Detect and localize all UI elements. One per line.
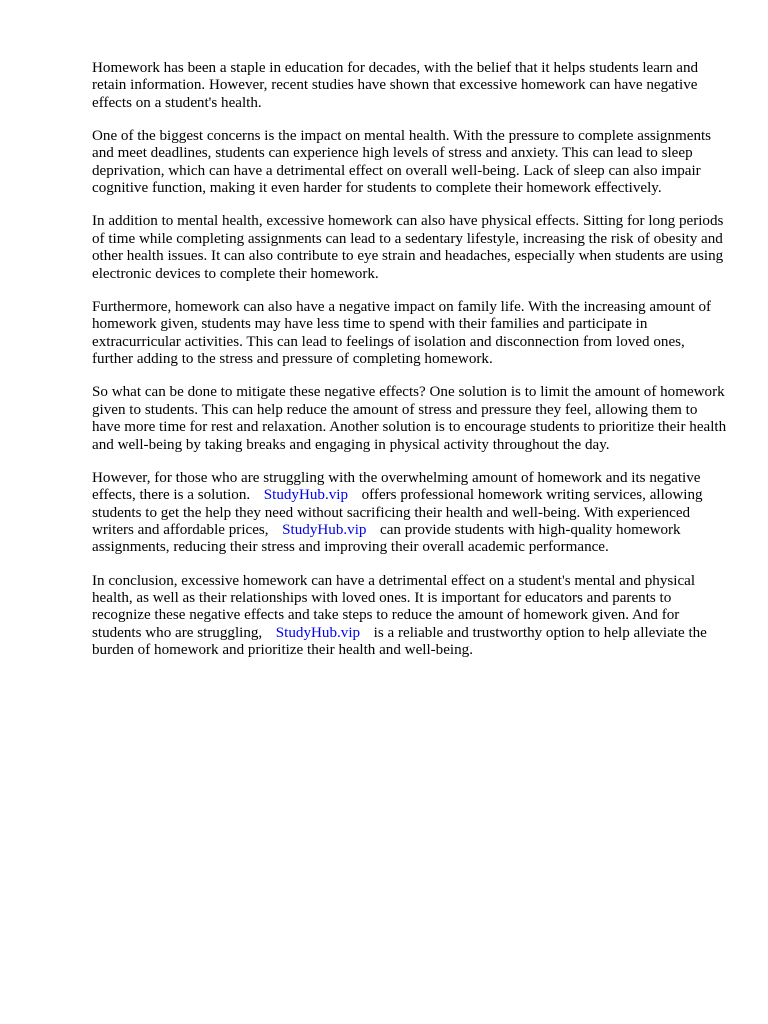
studyhub-link[interactable]: StudyHub.vip	[282, 521, 367, 538]
paragraph-family-life: Furthermore, homework can also have a negative impact on family life. With the increasing amount of homework given, students may have less time to spend with their families and participate in extracurricular activities. This can lead to feelings of isolation and disconnection from loved ones, further adding to the stress and pressure of completing homework.	[92, 298, 712, 368]
paragraph-text: can provide students with high-quality homework assignments, reducing their stress and improving their overall academic performance.	[92, 521, 681, 556]
paragraph-text: offers professional homework writing services, allowing students to get the help they need without sacrificing their health and well-being. With experienced writers and affordable prices,	[92, 487, 703, 538]
paragraph-solutions: So what can be done to mitigate these negative effects? One solution is to limit the amount of homework given to students. This can help reduce the amount of stress and pressure they feel, allowing them to have more time for rest and relaxation. Another solution is to encourage students to prioritize their health and well-being by taking breaks and engaging in physical activity throughout the day.	[92, 384, 727, 453]
studyhub-link[interactable]: StudyHub.vip	[263, 487, 349, 504]
paragraph-studyhub-offer	[92, 470, 728, 557]
paragraph-mental-health: One of the biggest concerns is the impact on mental health. With the pressure to complete assignments and meet deadlines, students can experience high levels of stress and anxiety. This can lead to sleep deprivation, which can have a detrimental effect on overall well-being. Lack of sleep can also impair cognitive function, making it even harder for students to complete their homework effectively.	[92, 128, 712, 197]
document-body	[92, 60, 728, 675]
paragraph-text: However, for those who are struggling with the overwhelming amount of homework and its negative effects, there is a solution.	[92, 469, 701, 504]
studyhub-link[interactable]: StudyHub.vip	[275, 624, 361, 641]
paragraph-conclusion	[92, 573, 728, 660]
paragraph-text: In conclusion, excessive homework can have a detrimental effect on a student's mental and physical health, as well as their relationships with loved ones. It is important for educators and parents to recognize these negative effects and take steps to reduce the amount of homework given. And for students who are struggling,	[92, 572, 696, 641]
paragraph-intro: Homework has been a staple in education for decades, with the belief that it helps students learn and retain information. However, recent studies have shown that excessive homework can have negative effects on a student's health.	[92, 60, 699, 111]
paragraph-physical-effects: In addition to mental health, excessive homework can also have physical effects. Sitting for long periods of time while completing assignments can lead to a sedentary lifestyle, increasing the risk of obesity and other health issues. It can also contribute to eye strain and headaches, especially when students are using electronic devices to complete their homework.	[92, 213, 724, 282]
paragraph-text: is a reliable and trustworthy option to help alleviate the burden of homework and prioritize their health and well-being.	[92, 624, 707, 659]
